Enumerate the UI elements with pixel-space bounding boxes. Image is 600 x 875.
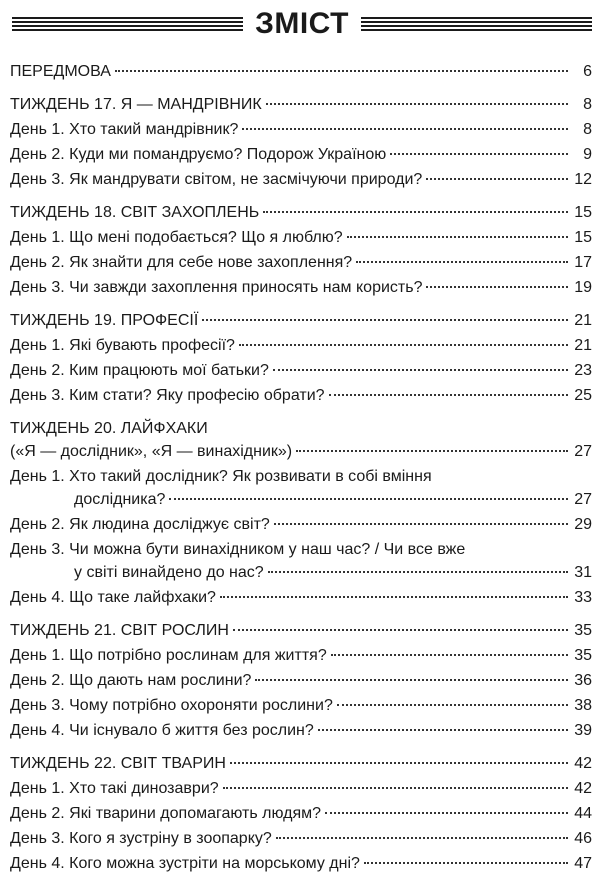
toc-entry-label: День 3. Кого я зустріну в зоопарку? <box>10 830 272 847</box>
toc-entry[interactable] <box>10 384 592 407</box>
toc-entry-row <box>10 118 592 141</box>
page-number: 15 <box>574 204 592 221</box>
toc-entry[interactable] <box>10 619 592 642</box>
toc-entry-row <box>10 852 592 875</box>
decorative-rule-left <box>12 17 243 31</box>
toc-entry-label: ПЕРЕДМОВА <box>10 63 111 80</box>
toc-entry-label: День 1. Хто такі динозаври? <box>10 780 219 797</box>
toc-entry-label: День 2. Які тварини допомагають людям? <box>10 805 322 822</box>
dot-leader <box>255 679 568 681</box>
toc-entry-row <box>10 644 592 667</box>
toc-entry-label: День 2. Як знайти для себе нове захоплення? <box>10 254 353 271</box>
page-number: 6 <box>583 63 592 80</box>
toc-entry-row <box>10 201 592 224</box>
toc-entry-row <box>10 827 592 850</box>
page-number: 47 <box>574 855 592 872</box>
page-number: 8 <box>583 96 592 113</box>
dot-leader <box>426 286 568 288</box>
toc-entry-label: День 3. Ким стати? Яку професію обрати? <box>10 387 325 404</box>
toc-entry[interactable] <box>10 465 592 511</box>
toc-entry-label: День 4. Що таке лайфхаки? <box>10 589 216 606</box>
toc-entry-label-line1: День 1. Хто такий дослідник? Як розвивати в собі вміння <box>10 468 432 485</box>
page-number: 25 <box>574 387 592 404</box>
toc-entry-label: День 3. Чому потрібно охороняти рослини? <box>10 697 333 714</box>
page-number: 46 <box>574 830 592 847</box>
toc-entry-label-line2: («Я — дослідник», «Я — винахідник») <box>10 443 293 460</box>
toc-entry[interactable] <box>10 538 592 584</box>
page-number: 12 <box>574 171 592 188</box>
page-number: 21 <box>574 312 592 329</box>
dot-leader <box>202 319 568 321</box>
page-number: 9 <box>583 146 592 163</box>
toc-entry[interactable] <box>10 309 592 332</box>
toc-entry-row <box>10 752 592 775</box>
toc-entry-row <box>10 276 592 299</box>
page-number: 21 <box>574 337 592 354</box>
dot-leader <box>347 236 568 238</box>
dot-leader <box>115 70 568 72</box>
page-title: ЗМІСТ <box>255 7 349 40</box>
dot-leader <box>331 654 568 656</box>
toc-entry[interactable] <box>10 777 592 800</box>
toc-entry-label: День 2. Як людина досліджує світ? <box>10 516 270 533</box>
page-number: 27 <box>574 491 592 508</box>
toc-entry[interactable] <box>10 359 592 382</box>
toc-entry-row <box>74 488 592 511</box>
toc-entry[interactable] <box>10 201 592 224</box>
toc-entry-row <box>10 309 592 332</box>
toc-entry[interactable] <box>10 852 592 875</box>
toc-entry-row <box>10 719 592 742</box>
toc-entry[interactable] <box>10 60 592 83</box>
toc-entry[interactable] <box>10 417 592 463</box>
dot-leader <box>276 837 568 839</box>
page-number: 35 <box>574 622 592 639</box>
toc-entry-label: День 1. Що потрібно рослинам для життя? <box>10 647 327 664</box>
dot-leader <box>274 523 568 525</box>
header <box>10 2 592 46</box>
toc-entry[interactable] <box>10 586 592 609</box>
dot-leader <box>223 787 568 789</box>
toc-entry-label: День 2. Що дають нам рослини? <box>10 672 252 689</box>
toc-entry[interactable] <box>10 827 592 850</box>
table-of-contents <box>10 60 592 875</box>
page-number: 36 <box>574 672 592 689</box>
toc-entry-label: День 3. Як мандрувати світом, не засмічуючи природи? <box>10 171 423 188</box>
page-number: 38 <box>574 697 592 714</box>
page-number: 35 <box>574 647 592 664</box>
page-number: 29 <box>574 516 592 533</box>
toc-entry[interactable] <box>10 513 592 536</box>
toc-entry-continuation <box>10 561 592 584</box>
dot-leader <box>239 344 568 346</box>
toc-entry-label: День 1. Які бувають професії? <box>10 337 235 354</box>
decorative-rule-right <box>361 17 592 31</box>
toc-entry-row <box>10 513 592 536</box>
dot-leader <box>426 178 568 180</box>
page-number: 31 <box>574 564 592 581</box>
toc-entry-row <box>10 440 592 463</box>
toc-entry-label: День 1. Що мені подобається? Що я люблю? <box>10 229 343 246</box>
dot-leader <box>268 571 568 573</box>
toc-entry-label-line2: у світі винайдено до нас? <box>74 564 264 581</box>
toc-entry-label: ТИЖДЕНЬ 21. СВІТ РОСЛИН <box>10 622 229 639</box>
toc-entry[interactable] <box>10 226 592 249</box>
page-number: 23 <box>574 362 592 379</box>
toc-entry[interactable] <box>10 334 592 357</box>
toc-entry-row <box>10 384 592 407</box>
toc-entry[interactable] <box>10 168 592 191</box>
toc-entry-label: День 3. Чи завжди захоплення приносять нам користь? <box>10 279 423 296</box>
toc-entry[interactable] <box>10 143 592 166</box>
dot-leader <box>329 394 568 396</box>
toc-entry[interactable] <box>10 694 592 717</box>
dot-leader <box>364 862 568 864</box>
dot-leader <box>233 629 568 631</box>
toc-entry-row <box>10 334 592 357</box>
toc-entry-label-line1: ТИЖДЕНЬ 20. ЛАЙФХАКИ <box>10 420 208 437</box>
dot-leader <box>169 498 568 500</box>
toc-entry-label: ТИЖДЕНЬ 18. СВІТ ЗАХОПЛЕНЬ <box>10 204 260 221</box>
dot-leader <box>296 450 568 452</box>
toc-entry-label: День 4. Чи існувало б життя без рослин? <box>10 722 314 739</box>
dot-leader <box>273 369 568 371</box>
toc-entry-row <box>10 60 592 83</box>
toc-entry-label: День 1. Хто такий мандрівник? <box>10 121 239 138</box>
page-number: 19 <box>574 279 592 296</box>
toc-entry-row <box>10 168 592 191</box>
toc-entry-row <box>10 802 592 825</box>
toc-entry-label: ТИЖДЕНЬ 19. ПРОФЕСІЇ <box>10 312 199 329</box>
page <box>0 2 600 872</box>
toc-entry-row <box>10 694 592 717</box>
dot-leader <box>318 729 568 731</box>
toc-entry-label-line1: День 3. Чи можна бути винахідником у наш час? / Чи все вже <box>10 541 466 558</box>
toc-entry-label: День 2. Ким працюють мої батьки? <box>10 362 269 379</box>
toc-entry-row <box>74 561 592 584</box>
page-number: 44 <box>574 805 592 822</box>
toc-entry-label: День 4. Кого можна зустріти на морському дні? <box>10 855 360 872</box>
page-number: 27 <box>574 443 592 460</box>
dot-leader <box>242 128 568 130</box>
dot-leader <box>390 153 568 155</box>
toc-entry[interactable] <box>10 644 592 667</box>
toc-entry-row <box>10 359 592 382</box>
toc-entry-label: ТИЖДЕНЬ 22. СВІТ ТВАРИН <box>10 755 226 772</box>
dot-leader <box>266 103 568 105</box>
dot-leader <box>230 762 568 764</box>
toc-entry-row <box>10 586 592 609</box>
toc-entry-row <box>10 93 592 116</box>
toc-entry-row <box>10 226 592 249</box>
page-number: 39 <box>574 722 592 739</box>
page-number: 8 <box>583 121 592 138</box>
toc-entry-row <box>10 251 592 274</box>
dot-leader <box>263 211 568 213</box>
page-number: 33 <box>574 589 592 606</box>
toc-entry-label-line2: дослідника? <box>74 491 166 508</box>
toc-entry-row <box>10 669 592 692</box>
toc-entry-label: ТИЖДЕНЬ 17. Я — МАНДРІВНИК <box>10 96 262 113</box>
dot-leader <box>220 596 568 598</box>
page-number: 17 <box>574 254 592 271</box>
toc-entry-continuation <box>10 488 592 511</box>
dot-leader <box>337 704 568 706</box>
page-number: 42 <box>574 780 592 797</box>
toc-entry-row <box>10 619 592 642</box>
toc-entry[interactable] <box>10 276 592 299</box>
toc-entry[interactable] <box>10 251 592 274</box>
toc-entry[interactable] <box>10 752 592 775</box>
toc-entry-row <box>10 143 592 166</box>
toc-entry[interactable] <box>10 802 592 825</box>
toc-entry-continuation <box>10 440 592 463</box>
dot-leader <box>356 261 568 263</box>
page-number: 15 <box>574 229 592 246</box>
toc-entry[interactable] <box>10 93 592 116</box>
toc-entry[interactable] <box>10 719 592 742</box>
dot-leader <box>325 812 568 814</box>
toc-entry[interactable] <box>10 118 592 141</box>
page-number: 42 <box>574 755 592 772</box>
toc-entry-label: День 2. Куди ми помандруємо? Подорож Україною <box>10 146 387 163</box>
toc-entry-row <box>10 777 592 800</box>
toc-entry[interactable] <box>10 669 592 692</box>
